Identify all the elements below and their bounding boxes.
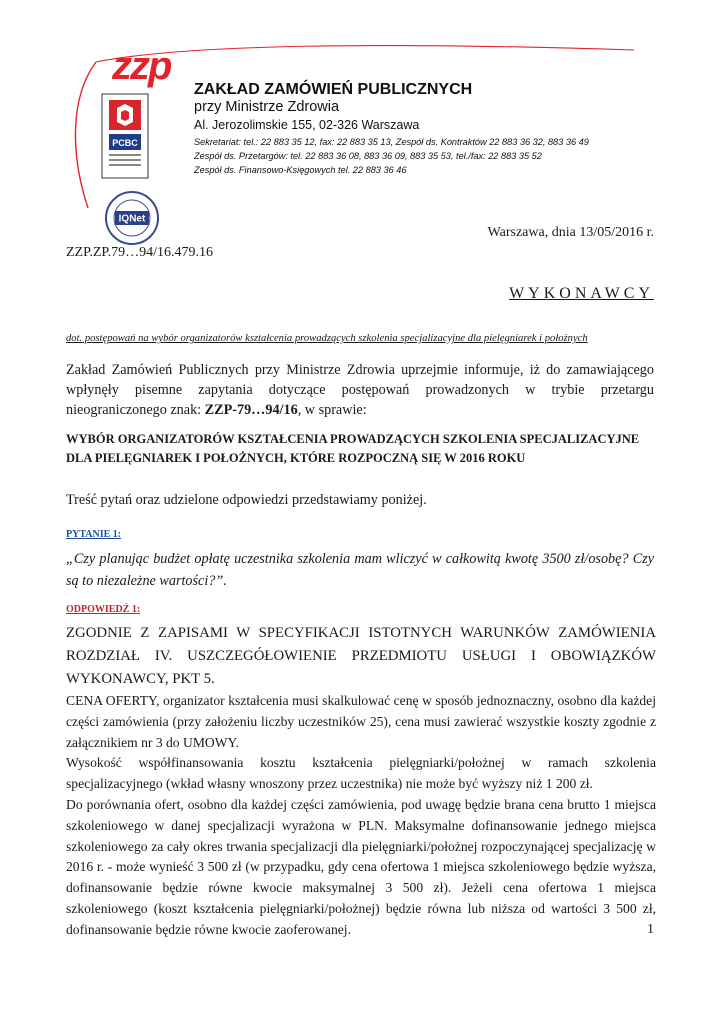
question-label: PYTANIE 1: [66, 529, 122, 540]
answer-paragraph: CENA OFERTY, organizator kształcenia musi skalkulować cenę w sposób jednoznaczny, osobno dla każdej części zamówienia (przy założeniu liczby uczestników 25), cena musi zawierać wszystkie koszty zgodnie z załącznikiem nr 3 do UMOWY. [66, 693, 656, 750]
pcbc-certificate-emblem-icon [100, 92, 150, 180]
organization-address: Al. Jerozolimskie 155, 02-326 Warszawa [194, 118, 420, 132]
intro-text-end: , w sprawie: [297, 402, 367, 418]
question-text: „Czy planując budżet opłatę uczestnika szkolenia mam wliczyć w całkowitą kwotę 3500 zł/osobę? Czy są to niezależne wartości?”. [66, 551, 654, 589]
answer-paragraph: Wysokość współfinansowania kosztu kształcenia pielęgniarki/położnej w ramach szkolenia specjalizacyjnego (wkład własny wnoszony przez uczestnika) nie może być wyższy niż 1 200 zł. [66, 755, 656, 792]
procurement-title-line: DLA PIELĘGNIAREK I POŁOŻNYCH, KTÓRE ROZPOCZNĄ SIĘ W 2016 ROKU [66, 451, 526, 465]
emblem-label: PCBC [112, 138, 138, 148]
intro-paragraph [66, 360, 654, 420]
iqnet-certified-seal-icon [104, 190, 160, 246]
contact-secretariat: Sekretariat: tel.: 22 883 35 12, fax: 22 883 35 13, Zespół ds. Kontraktów 22 883 36 32, 883 36 49 [194, 137, 589, 147]
contact-finance: Zespół ds. Finansowo-Księgowych tel. 22 883 36 46 [194, 165, 407, 175]
answer-paragraph: Do porównania ofert, osobno dla każdej części zamówienia, pod uwagę będzie brana cena brutto 1 miejsca szkoleniowego w danej specjalizacji wyrażona w PLN. Maksymalne dofinansowanie jednego miejsca szkoleniowego za cały okres trwania specjalizacji dla pielęgniarki/położnej rozpoczynającej specjalizację w 2016 r. - może wynieść 3 500 zł (w przypadku, gdy cena ofertowa 1 miejsca szkoleniowego będzie wyższa, dofinansowanie będzie równe kwocie maksymalnej 3 500 zł). Jeżeli cena ofertowa 1 miejsca szkoleniowego (koszt kształcenia pielęgniarki/położnej) będzie równa lub niższa od wartości 3 500 zł, dofinansowanie będzie równe kwocie zaoferowanej. [66, 796, 656, 937]
organization-block [194, 80, 634, 177]
procurement-title-line: WYBÓR ORGANIZATORÓW KSZTAŁCENIA PROWADZĄCYCH SZKOLENIA SPECJALIZACYJNE [66, 432, 640, 446]
answer-body [66, 622, 656, 941]
answer-label: ODPOWIEDŹ 1: [66, 604, 141, 615]
contact-tenders: Zespół ds. Przetargów: tel. 22 883 36 08, 883 36 09, 883 35 53, tel./fax: 22 883 35 52 [194, 151, 542, 161]
addressee-heading: WYKONAWCY [509, 285, 654, 302]
reference-number: ZZP.ZP.79…94/16.479.16 [66, 245, 214, 260]
contact-lines [194, 135, 634, 177]
date-line: Warszawa, dnia 13/05/2016 r. [487, 225, 654, 240]
organization-subtitle: przy Ministrze Zdrowia [194, 99, 340, 115]
content-note: Treść pytań oraz udzielone odpowiedzi przedstawiamy poniżej. [66, 492, 427, 508]
letterhead [66, 40, 636, 225]
page-number: 1 [647, 922, 654, 937]
intro-reference: ZZP-79…94/16 [204, 402, 298, 418]
zzp-logo: zzp [112, 44, 171, 88]
procurement-title [66, 430, 666, 468]
iqnet-label: IQNet [118, 213, 146, 225]
organization-name: ZAKŁAD ZAMÓWIEŃ PUBLICZNYCH [194, 81, 473, 98]
answer-lead: ZGODNIE Z ZAPISAMI W SPECYFIKACJI ISTOTNYCH WARUNKÓW ZAMÓWIENIA ROZDZIAŁ IV. USZCZEGÓŁOWIENIE PRZEDMIOTU USŁUGI I OBOWIĄZKÓW WYKONAWCY, PKT 5. [66, 625, 656, 687]
intro-text: Zakład Zamówień Publicznych przy Ministrze Zdrowia uprzejmie informuje, iż do zamawiającego wpłynęły pisemne zapytania dotyczące postępowań prowadzonych w trybie przetargu nieograniczonego znak: [66, 362, 654, 418]
subject-line: dot. postępowań na wybór organizatorów kształcenia prowadzących szkolenia specjalizacyjne dla pielęgniarek i położnych [66, 333, 588, 344]
